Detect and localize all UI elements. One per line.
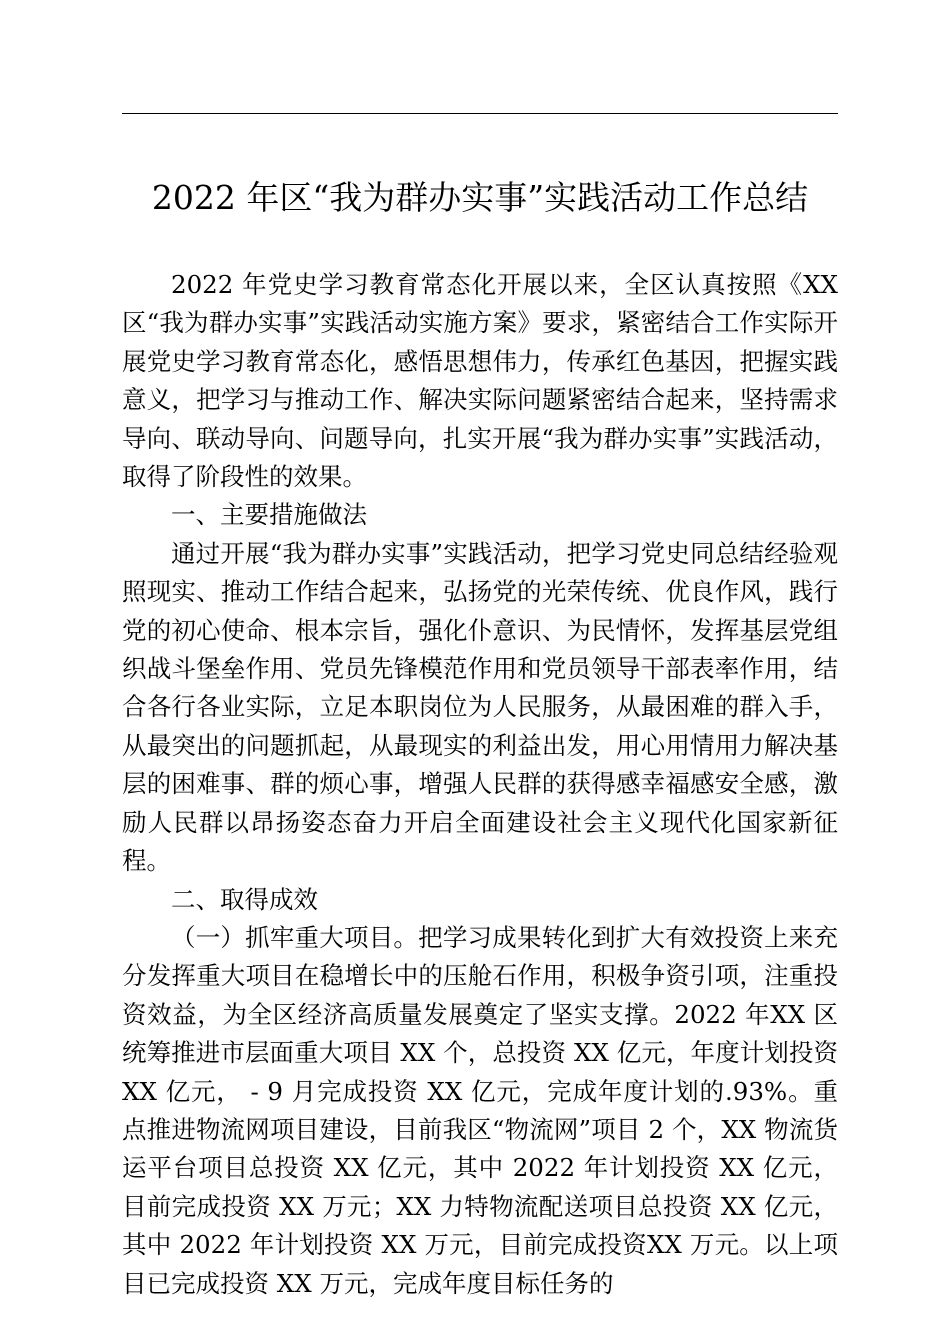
section-heading-2: 二、取得成效 [171, 884, 318, 914]
document-title: 2022 年区“我为群办实事”实践活动工作总结 [151, 178, 809, 217]
intro-paragraph: 2022 年党史学习教育常态化开展以来，全区认真按照《XX 区“我为群办实事”实践活动实施方案》要求，紧密结合工作实际开展党史学习教育常态化，感悟思想伟力，传承红色基因，把握实践意义，把学习与推动工作、解决实际问题紧密结合起来，坚持需求导向、联动导向、问题导向，扎实开展“我为群办实事”实践活动，取得了阶段性的效果。 [122, 270, 838, 492]
header-rule [122, 113, 838, 114]
document-body [122, 266, 838, 1303]
measures-paragraph: 通过开展“我为群办实事”实践活动，把学习党史同总结经验观照现实、推动工作结合起来，弘扬党的光荣传统、优良作风，践行党的初心使命、根本宗旨，强化仆意识、为民情怀，发挥基层党组织战斗堡垒作用、党员先锋模范作用和党员领导干部表率作用，结合各行各业实际，立足本职岗位为人民服务，从最困难的群入手，从最突出的问题抓起，从最现实的利益出发，用心用情用力解决基层的困难事、群的烦心事，增强人民群的获得感幸福感安全感，激励人民群以昂扬姿态奋力开启全面建设社会主义现代化国家新征程。 [122, 538, 838, 876]
results-paragraph: （一）抓牢重大项目。把学习成果转化到扩大有效投资上来充分发挥重大项目在稳增长中的压舱石作用，积极争资引项，注重投资效益，为全区经济高质量发展奠定了坚实支撑。2022 年XX 区统筹推进市层面重大项目 XX 个，总投资 XX 亿元，年度计划投资 XX 亿元， - 9 月完成投资 XX 亿元，完成年度计划的.93%。重点推进物流网项目建设，目前我区“物流网”项目 2 个，XX 物流货运平台项目总投资 XX 亿元，其中 2022 年计划投资 XX 亿元，目前完成投资 XX 万元；XX 力特物流配送项目总投资 XX 亿元，其中 2022 年计划投资 XX 万元，目前完成投资XX 万元。以上项目已完成投资 XX 万元，完成年度目标任务的 [122, 922, 838, 1298]
section-heading-1: 一、主要措施做法 [171, 500, 367, 530]
